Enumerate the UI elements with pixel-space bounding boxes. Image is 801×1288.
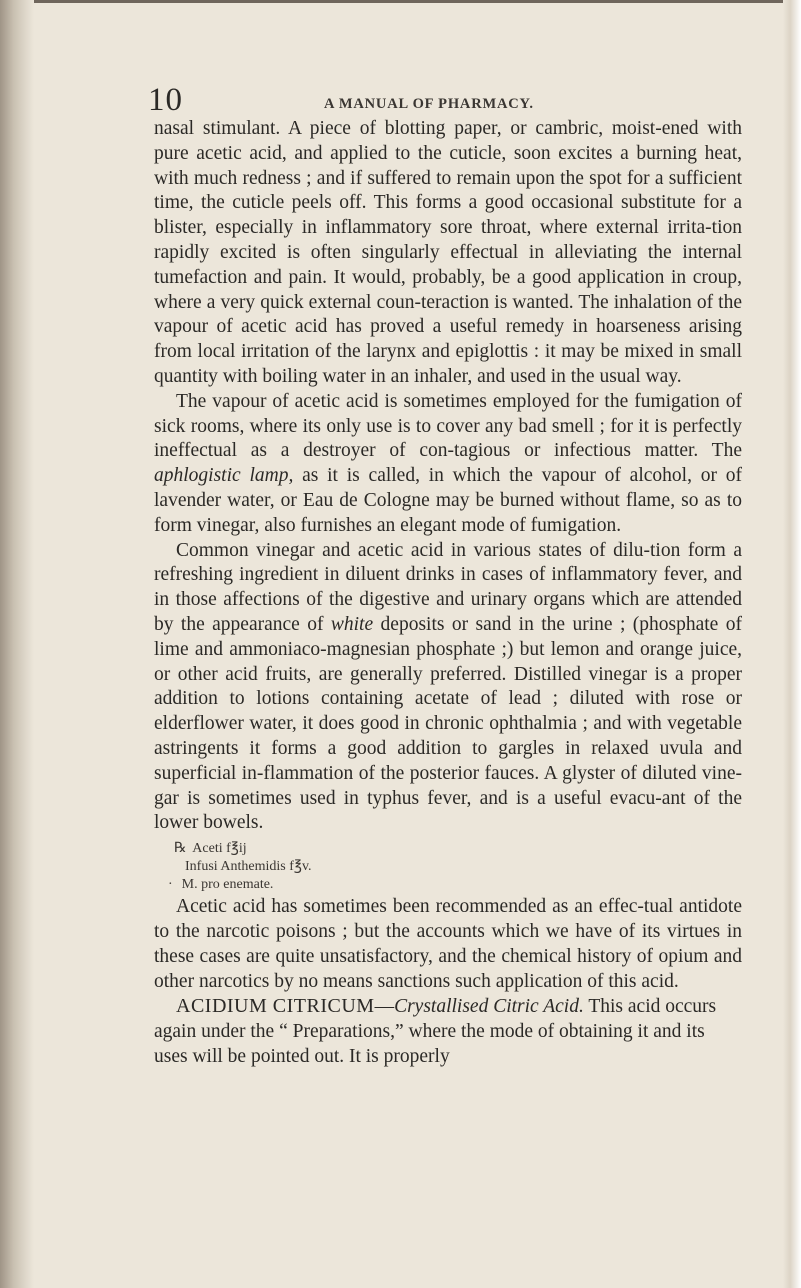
prescription-line-3 — [154, 876, 742, 894]
vinegar-text-a: Common vinegar and acetic acid in various states of dilu-tion form a refreshing ingredient in diluent drinks in cases of inflammatory fever, and in those affections of the digestive and urinary organs which are attended by the appearance of — [154, 539, 742, 635]
paragraph-antidote: Acetic acid has sometimes been recommended as an effec-tual antidote to the narcotic poisons ; but the accounts which we have of its virtues in these cases are quite unsatisfactory, and the chemical history of opium and other narcotics by no means sanctions such application of this acid. — [154, 896, 742, 992]
prescription-line-2: Infusi Anthemidis f℥v. — [185, 859, 312, 875]
page-right-edge — [783, 0, 801, 1288]
prescription-misce: M. pro enemate. — [181, 877, 274, 893]
paragraph-common-vinegar — [154, 539, 742, 837]
prescription-line-1 — [154, 840, 742, 858]
paragraph-nasal-stimulant: nasal stimulant. A piece of blotting paper, or cambric, moist-ened with pure acetic acid, and applied to the cuticle, soon excites a burning heat, with much redness ; and if suffered to remain upon the spot for a sufficient time, the cuticle peels off. This forms a good occasional substitute for a blister, especially in inflammatory sore throat, where external irrita-tion rapidly excited is often singularly effectual in alleviating the internal tumefaction and pain. It would, probably, be a good application in croup, where a very quick external coun-teraction is wanted. The inhalation of the vapour of acetic acid has proved a useful remedy in hoarseness arising from local irritation of the larynx and epiglottis : it may be mixed in small quantity with boiling water in an inhaler, and used in the usual way. — [154, 118, 742, 387]
page-number: 10 — [148, 82, 183, 118]
body-text — [154, 117, 742, 1070]
white-term: white — [330, 613, 374, 635]
recipe-symbol: ℞ — [174, 841, 187, 857]
running-head — [0, 0, 801, 120]
aphlogistic-lamp-term: aphlogistic lamp, — [154, 465, 294, 487]
prescription — [154, 840, 742, 894]
book-spine-shadow — [0, 0, 34, 1288]
fumigation-text-a: The vapour of acetic acid is sometimes employed for the fumigation of sick rooms, where its only use is to cover any bad smell ; for it is perfectly ineffectual as a destroyer of con-tagious or infectious matter. The — [154, 390, 742, 462]
running-title: A MANUAL OF PHARMACY. — [324, 96, 534, 112]
fumigation-text-b: as it is called, in which the vapour of alcohol, or of lavender water, or Eau de Cologne may be burned without flame, so as to form vinegar, also furnishes an elegant mode of fumigation. — [154, 465, 742, 536]
paragraph-citric-acid — [154, 994, 742, 1069]
paragraph-fumigation — [154, 390, 742, 539]
citric-acid-english-name: Crystallised Citric Acid. — [394, 996, 584, 1018]
citric-acid-heading: ACIDIUM CITRICUM — [176, 995, 375, 1018]
citric-acid-text: This acid occurs again under the “ Preparations,” where the mode of obtaining it and its uses will be pointed out. It is properly — [154, 996, 717, 1067]
prescription-dot: · — [168, 877, 173, 893]
prescription-aceti: Aceti f℥ij — [192, 841, 247, 857]
citric-acid-dash: — — [374, 996, 395, 1018]
vinegar-text-b: deposits or sand in the urine ; (phosphate of lime and ammoniaco-magnesian phosphate ;) but lemon and orange juice, or other acid fruits, are generally preferred. Distilled vinegar is a proper addition to lotions containing acetate of lead ; diluted with rose or elderflower water, it does good in chronic ophthalmia ; and with vegetable astringents it forms a good addition to gargles in relaxed uvula and superficial in-flammation of the posterior fauces. A glyster of diluted vine-gar is sometimes used in typhus fever, and is a useful evacu-ant of the lower bowels. — [154, 613, 742, 834]
